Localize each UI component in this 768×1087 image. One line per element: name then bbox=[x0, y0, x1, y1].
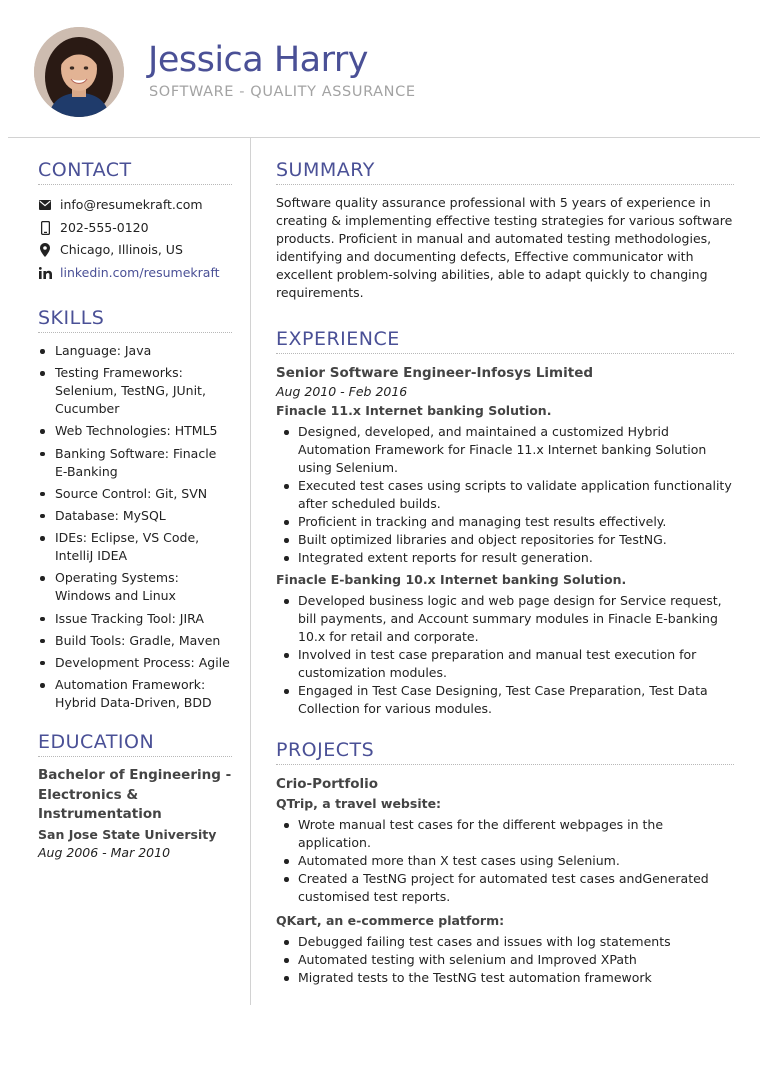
header-divider bbox=[8, 137, 760, 138]
contact-email[interactable] bbox=[38, 194, 232, 217]
project-bullets bbox=[276, 816, 734, 906]
contact-linkedin[interactable] bbox=[38, 262, 232, 285]
skills-section bbox=[38, 306, 232, 712]
skill-item: Build Tools: Gradle, Maven bbox=[38, 632, 232, 650]
email-icon bbox=[38, 198, 52, 212]
skill-item: Automation Framework: Hybrid Data-Driven, BDD bbox=[38, 676, 232, 712]
list-item: Automated more than X test cases using Selenium. bbox=[276, 852, 734, 870]
project-bullets bbox=[276, 933, 734, 987]
profile-photo-icon bbox=[34, 27, 124, 117]
right-column bbox=[276, 158, 734, 987]
skills-heading: SKILLS bbox=[38, 306, 232, 333]
skill-item: Testing Frameworks: Selenium, TestNG, JUnit, Cucumber bbox=[38, 364, 232, 418]
avatar bbox=[34, 27, 124, 117]
list-item: Automated testing with selenium and Improved XPath bbox=[276, 951, 734, 969]
skill-item: Operating Systems: Windows and Linux bbox=[38, 569, 232, 605]
education-degree: Bachelor of Engineering - Electronics & Instrumentation bbox=[38, 767, 232, 823]
list-item: Developed business logic and web page design for Service request, bill payments, and Account summary modules in Finacle E-banking 10.x for retail and corporate. bbox=[276, 592, 734, 646]
portfolio-title: Crio-Portfolio bbox=[276, 776, 379, 792]
project-title: QKart, an e-commerce platform: bbox=[276, 913, 505, 928]
skill-item: Database: MySQL bbox=[38, 507, 232, 525]
list-item: Debugged failing test cases and issues with log statements bbox=[276, 933, 734, 951]
summary-text: Software quality assurance professional with 5 years of experience in creating & implementing effective testing strategies for various software products. Proficient in manual and automated testing methodologies, identifying and documenting defects, Effective communicator with excellent problem-solving abilities, able to adapt quickly to changing requirements. bbox=[276, 195, 733, 300]
location-icon bbox=[38, 243, 52, 257]
summary-section bbox=[276, 158, 734, 302]
experience-section bbox=[276, 327, 734, 718]
contact-phone-text: 202-555-0120 bbox=[60, 219, 149, 235]
column-divider bbox=[250, 138, 251, 1005]
contact-linkedin-text: linkedin.com/resumekraft bbox=[60, 264, 220, 280]
education-section bbox=[38, 730, 232, 862]
skill-item: Development Process: Agile bbox=[38, 654, 232, 672]
projects-heading: PROJECTS bbox=[276, 738, 734, 765]
list-item: Migrated tests to the TestNG test automation framework bbox=[276, 969, 734, 987]
contact-email-text: info@resumekraft.com bbox=[60, 197, 203, 213]
job-dates: Aug 2010 - Feb 2016 bbox=[276, 384, 408, 399]
education-heading: EDUCATION bbox=[38, 730, 232, 757]
contact-phone bbox=[38, 217, 232, 240]
candidate-role: SOFTWARE - QUALITY ASSURANCE bbox=[149, 84, 416, 100]
resume-header bbox=[0, 0, 768, 138]
experience-heading: EXPERIENCE bbox=[276, 327, 734, 354]
contact-heading: CONTACT bbox=[38, 158, 232, 185]
list-item: Wrote manual test cases for the different webpages in the application. bbox=[276, 816, 734, 852]
left-column bbox=[38, 158, 232, 862]
contact-section bbox=[38, 158, 232, 284]
linkedin-icon bbox=[38, 266, 52, 280]
skills-list bbox=[38, 342, 232, 712]
contact-location-text: Chicago, Illinois, US bbox=[60, 242, 183, 258]
education-dates: Aug 2006 - Mar 2010 bbox=[38, 844, 171, 860]
phone-icon bbox=[38, 221, 52, 235]
contact-location bbox=[38, 239, 232, 262]
skill-item: Banking Software: Finacle E-Banking bbox=[38, 445, 232, 481]
job-project-bullets bbox=[276, 592, 734, 718]
skill-item: Web Technologies: HTML5 bbox=[38, 422, 232, 440]
list-item: Designed, developed, and maintained a customized Hybrid Automation Framework for Finacle 11.x Internet banking Solution using Selenium. bbox=[276, 423, 734, 477]
candidate-name: Jessica Harry bbox=[148, 40, 369, 80]
list-item: Proficient in tracking and managing test results effectively. bbox=[276, 513, 734, 531]
project-title: QTrip, a travel website: bbox=[276, 796, 442, 811]
job-project-bullets bbox=[276, 423, 734, 567]
education-school: San Jose State University bbox=[38, 826, 217, 842]
job-project-title: Finacle 11.x Internet banking Solution. bbox=[276, 403, 552, 418]
list-item: Involved in test case preparation and manual test execution for customization modules. bbox=[276, 646, 734, 682]
list-item: Engaged in Test Case Designing, Test Case Preparation, Test Data Collection for various modules. bbox=[276, 682, 734, 718]
summary-heading: SUMMARY bbox=[276, 158, 734, 185]
list-item: Built optimized libraries and object repositories for TestNG. bbox=[276, 531, 734, 549]
projects-section bbox=[276, 738, 734, 987]
job-title: Senior Software Engineer-Infosys Limited bbox=[276, 365, 594, 381]
skill-item: IDEs: Eclipse, VS Code, IntelliJ IDEA bbox=[38, 529, 232, 565]
skill-item: Issue Tracking Tool: JIRA bbox=[38, 610, 232, 628]
list-item: Executed test cases using scripts to validate application functionality after scheduled builds. bbox=[276, 477, 734, 513]
skill-item: Source Control: Git, SVN bbox=[38, 485, 232, 503]
list-item: Created a TestNG project for automated test cases andGenerated customised test reports. bbox=[276, 870, 734, 906]
list-item: Integrated extent reports for result generation. bbox=[276, 549, 734, 567]
skill-item: Language: Java bbox=[38, 342, 232, 360]
job-project-title: Finacle E-banking 10.x Internet banking Solution. bbox=[276, 572, 627, 587]
